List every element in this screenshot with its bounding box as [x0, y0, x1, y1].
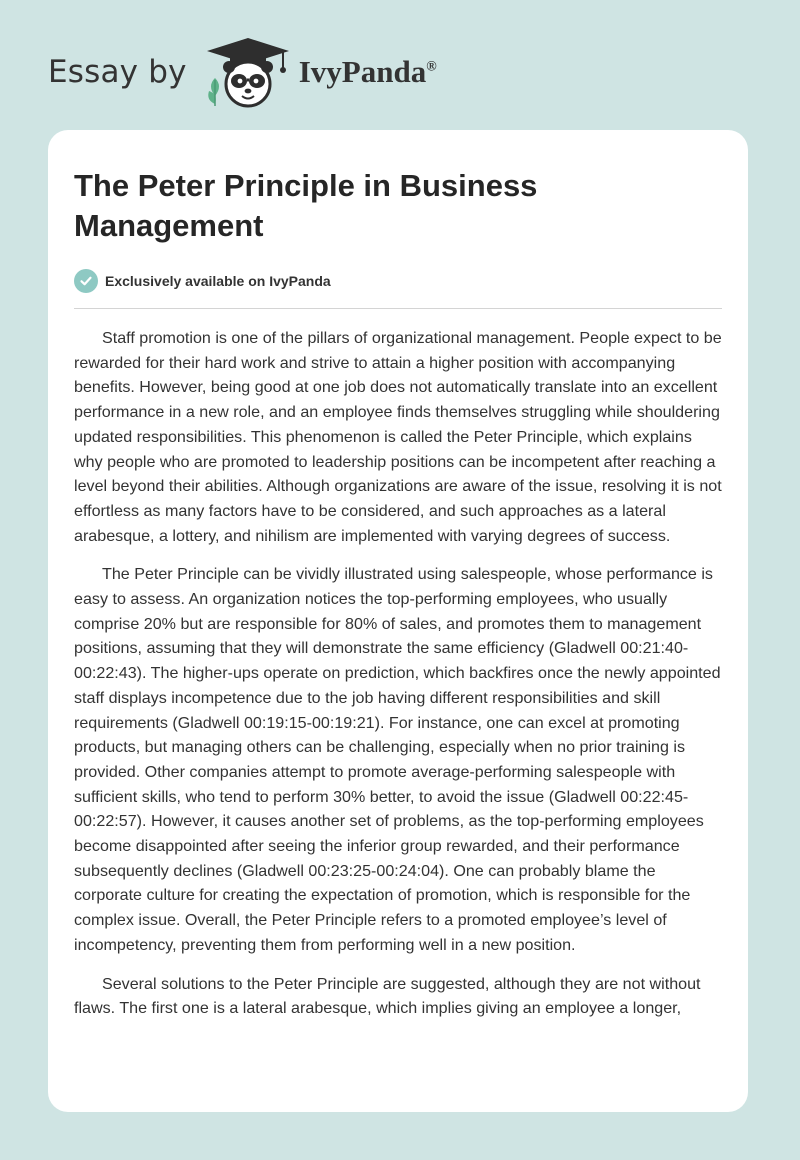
article-card [48, 130, 748, 1112]
exclusive-badge [74, 268, 722, 294]
check-icon [74, 269, 98, 293]
trademark-symbol: ® [426, 59, 437, 75]
article-title: The Peter Principle in Business Management [74, 168, 538, 243]
paragraph: Several solutions to the Peter Principle are suggested, although they are not without flaws. The first one is a lateral arabesque, which implies giving an employee a longer, [74, 974, 701, 1018]
brand-name[interactable] [299, 54, 437, 90]
article-body [74, 326, 722, 1021]
site-header [48, 34, 437, 110]
paragraph: Staff promotion is one of the pillars of organizational management. People expect to be rewarded for their hard work and strive to attain a higher position with accompanying benefits. However, being good at one job does not automatically translate into an excellent performance in a new role, and an employee finds themselves struggling while shouldering updated responsibilities. This phenomenon is called the Peter Principle, which explains why people who are promoted to leadership positions can be incompetent after reaching a level beyond their abilities. Although organizations are aware of the issue, resolving it is not effortless as many factors have to be considered, and such approaches as a lateral arabesque, a lottery, and nihilism are implemented with varying degrees of success. [74, 329, 722, 545]
divider [74, 308, 722, 309]
brand-text: IvyPanda [298, 54, 427, 89]
essay-by-label: Essay by [48, 54, 187, 90]
exclusive-label: Exclusively available on IvyPanda [105, 273, 331, 289]
panda-logo-icon[interactable] [203, 34, 293, 110]
paragraph: The Peter Principle can be vividly illustrated using salespeople, whose performance is easy to assess. An organization notices the top-performing employees, who usually comprise 20% but are responsible for 80% of sales, and promotes them to management positions, assuming that they will demonstrate the same efficiency (Gladwell 00:21:40-00:22:43). The higher-ups operate on prediction, which backfires once the newly appointed staff displays incompetence due to the job having different responsibilities and skill requirements (Gladwell 00:19:15-00:19:21). For instance, one can excel at promoting products, but managing others can be challenging, especially when no prior training is provided. Other companies attempt to promote average-performing salespeople with sufficient skills, who tend to perform 30% better, to avoid the issue (Gladwell 00:22:45-00:22:57). However, it causes another set of problems, as the top-performing employees become disappointed after seeing the inferior group rewarded, and their performance subsequently declines (Gladwell 00:23:25-00:24:04). One can probably blame the corporate culture for creating the expectation of promotion, which is responsible for the complex issue. Overall, the Peter Principle refers to a promoted employee’s level of incompetency, preventing them from performing well in a new position. [74, 565, 721, 954]
